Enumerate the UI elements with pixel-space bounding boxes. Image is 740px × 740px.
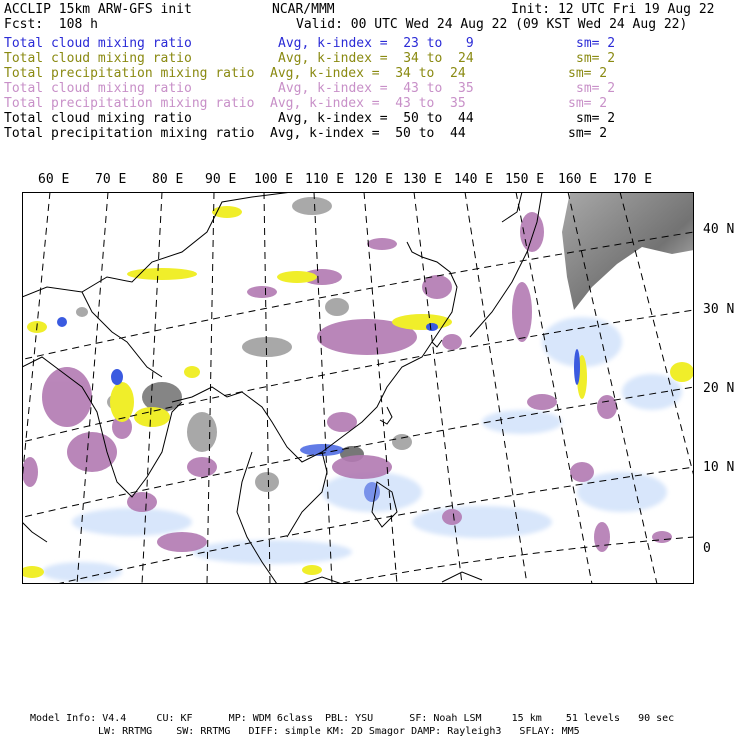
organization-label: NCAR/MMM — [272, 2, 335, 17]
lon-label: 90 E — [205, 172, 237, 187]
lon-label: 80 E — [152, 172, 184, 187]
field-range: Avg, k-index = 43 to 35 — [278, 81, 474, 96]
lat-label: 30 N — [703, 302, 735, 317]
field-smoothing: sm= 2 — [576, 36, 616, 51]
field-range: Avg, k-index = 50 to 44 — [278, 111, 474, 126]
model-info-line1: Model Info: V4.4 CU: KF MP: WDM 6class PBL: YSU SF: Noah LSM 15 km 51 levels 90 sec — [30, 713, 675, 724]
lon-label: 140 E — [454, 172, 494, 187]
field-range: Avg, k-index = 23 to 9 — [278, 36, 474, 51]
field-name: Total precipitation mixing ratio — [4, 66, 255, 81]
lon-label: 110 E — [305, 172, 345, 187]
lat-label: 0 — [703, 541, 711, 556]
field-smoothing: sm= 2 — [576, 111, 616, 126]
field-name: Total cloud mixing ratio — [4, 81, 192, 96]
model-info-line2: LW: RRTMG SW: RRTMG DIFF: simple KM: 2D Smagor DAMP: Rayleigh3 SFLAY: MM5 — [98, 726, 580, 737]
lon-label: 60 E — [38, 172, 70, 187]
lon-label: 170 E — [613, 172, 653, 187]
field-range: Avg, k-index = 50 to 44 — [270, 126, 466, 141]
lat-label: 20 N — [703, 381, 735, 396]
field-name: Total cloud mixing ratio — [4, 111, 192, 126]
field-range: Avg, k-index = 34 to 24 — [270, 66, 466, 81]
lon-label: 100 E — [254, 172, 294, 187]
init-time: Init: 12 UTC Fri 19 Aug 22 — [511, 2, 715, 17]
field-smoothing: sm= 2 — [568, 66, 608, 81]
model-title: ACCLIP 15km ARW-GFS init — [4, 2, 192, 17]
lon-label: 120 E — [354, 172, 394, 187]
field-range: Avg, k-index = 34 to 24 — [278, 51, 474, 66]
field-name: Total cloud mixing ratio — [4, 51, 192, 66]
lat-label: 10 N — [703, 460, 735, 475]
forecast-map — [22, 192, 694, 584]
lon-label: 150 E — [505, 172, 545, 187]
field-smoothing: sm= 2 — [576, 51, 616, 66]
lon-label: 130 E — [403, 172, 443, 187]
field-range: Avg, k-index = 43 to 35 — [270, 96, 466, 111]
field-name: Total precipitation mixing ratio — [4, 96, 255, 111]
valid-time: Valid: 00 UTC Wed 24 Aug 22 (09 KST Wed 24 Aug 22) — [296, 17, 688, 32]
field-smoothing: sm= 2 — [576, 81, 616, 96]
field-smoothing: sm= 2 — [568, 96, 608, 111]
forecast-hour: Fcst: 108 h — [4, 17, 98, 32]
lat-label: 40 N — [703, 222, 735, 237]
field-name: Total cloud mixing ratio — [4, 36, 192, 51]
lon-label: 160 E — [558, 172, 598, 187]
lon-label: 70 E — [95, 172, 127, 187]
field-smoothing: sm= 2 — [568, 126, 608, 141]
field-name: Total precipitation mixing ratio — [4, 126, 255, 141]
